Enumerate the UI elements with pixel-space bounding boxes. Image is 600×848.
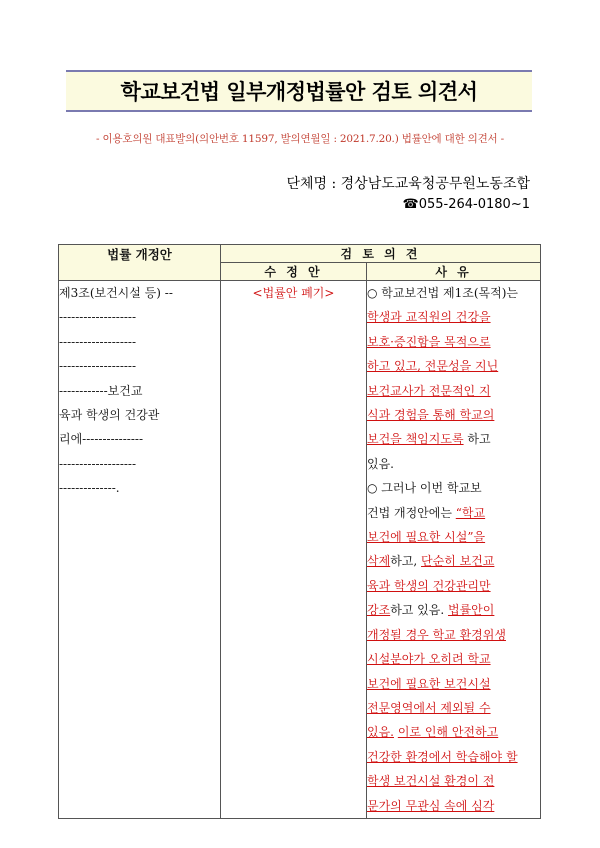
reason-emphasis: 삭제: [367, 554, 391, 569]
reason-segment: 하고 있음.: [390, 603, 448, 618]
document-subtitle: - 이용호의원 대표발의(의안번호 11597, 발의연월일 : 2021.7.20.) 법률안에 대한 의견서 -: [96, 133, 504, 145]
reason-line: [367, 452, 540, 476]
bill-amendment-text: [59, 281, 220, 501]
reason-emphasis: 보건을 책임지도록: [367, 432, 464, 447]
header-bill-amendment: 법률 개정안: [59, 245, 221, 281]
reason-line: [367, 574, 540, 598]
reason-line: [367, 794, 540, 818]
reason-line: [367, 672, 540, 696]
header-revision: 수 정 안: [221, 263, 367, 281]
reason-emphasis: 보건에 필요한 시설”을: [367, 530, 486, 545]
reason-cell: [367, 281, 541, 819]
reason-line: [367, 525, 540, 549]
reason-line: [367, 330, 540, 354]
reason-emphasis: 개정될 경우 학교 환경위생: [367, 627, 506, 642]
bill-amendment-line: -------------------: [59, 456, 137, 471]
reason-line: [367, 379, 540, 403]
reason-emphasis: 육과 학생의 건강관리만: [367, 578, 491, 593]
reason-line: [367, 598, 540, 622]
reason-line: [367, 647, 540, 671]
reason-emphasis: 전문영역에서 제외될 수: [367, 700, 491, 715]
reason-emphasis: 강조: [367, 603, 391, 618]
bill-amendment-line: ------------보건교: [59, 383, 143, 398]
reason-line: [367, 696, 540, 720]
document-title: 학교보건법 일부개정법률안 검토 의견서: [120, 80, 478, 104]
reason-emphasis: 보건교사가 전문적인 지: [367, 383, 491, 398]
document-title-box: [66, 70, 532, 112]
header-review-opinion: 검 토 의 견: [221, 245, 541, 263]
reason-segment: 건법 개정안에는: [367, 505, 456, 520]
reason-line: [367, 623, 540, 647]
reason-emphasis: 건강한 환경에서 학습해야 할: [367, 749, 518, 764]
bill-amendment-line: --------------.: [59, 481, 120, 496]
reason-emphasis: 보건에 필요한 보건시설: [367, 676, 491, 691]
bill-amendment-line: 리에---------------: [59, 432, 144, 447]
reason-line: [367, 427, 540, 451]
bill-amendment-line: -------------------: [59, 310, 137, 325]
reason-emphasis: “학교: [455, 505, 486, 520]
reason-line: [367, 281, 540, 305]
reason-line: [367, 720, 540, 744]
reason-emphasis: 하고 있고, 전문성을 지닌: [367, 359, 499, 374]
reason-text: [367, 281, 540, 818]
reason-emphasis: 단순히 보건교: [421, 554, 495, 569]
organization-name: 단체명 : 경상남도교육청공무원노동조합: [286, 176, 530, 192]
reason-segment: 있음.: [367, 456, 394, 471]
review-table: [58, 244, 541, 819]
revision-text: <법률안 폐기>: [252, 286, 335, 300]
revision-cell: [221, 281, 367, 819]
bill-amendment-line: -------------------: [59, 359, 137, 374]
reason-line: [367, 305, 540, 329]
bill-amendment-line: 제3조(보건시설 등) --: [59, 286, 173, 300]
reason-line: [367, 501, 540, 525]
reason-emphasis: 학생 보건시설 환경이 전: [367, 774, 495, 789]
reason-segment: 하고: [463, 432, 491, 447]
organization-phone: ☎055-264-0180~1: [402, 197, 530, 212]
header-reason: 사 유: [367, 263, 541, 281]
reason-line: [367, 354, 540, 378]
reason-emphasis: 학생과 교직원의 건강을: [367, 310, 491, 325]
reason-line: [367, 769, 540, 793]
reason-segment: 하고,: [390, 554, 422, 569]
reason-emphasis: 시설분야가 오히려 학교: [367, 652, 491, 667]
bill-amendment-cell: [59, 281, 221, 819]
reason-emphasis: 있음.: [367, 725, 394, 740]
reason-emphasis: 문가의 무관심 속에 심각: [367, 798, 495, 813]
reason-emphasis: 이로 인해 안전하고: [397, 725, 499, 740]
bill-amendment-line: 육과 학생의 건강관: [59, 408, 160, 423]
reason-line: [367, 745, 540, 769]
bill-amendment-line: -------------------: [59, 334, 137, 349]
reason-segment: ○ 그러나 이번 학교보: [367, 481, 482, 496]
reason-segment: ○ 학교보건법 제1조(목적)는: [367, 286, 519, 300]
reason-line: [367, 403, 540, 427]
reason-line: [367, 476, 540, 500]
reason-emphasis: 보호·증진함을 목적으로: [367, 334, 491, 349]
reason-line: [367, 549, 540, 573]
reason-emphasis: 식과 경험을 통해 학교의: [367, 408, 495, 423]
reason-emphasis: 법률안이: [448, 603, 495, 618]
